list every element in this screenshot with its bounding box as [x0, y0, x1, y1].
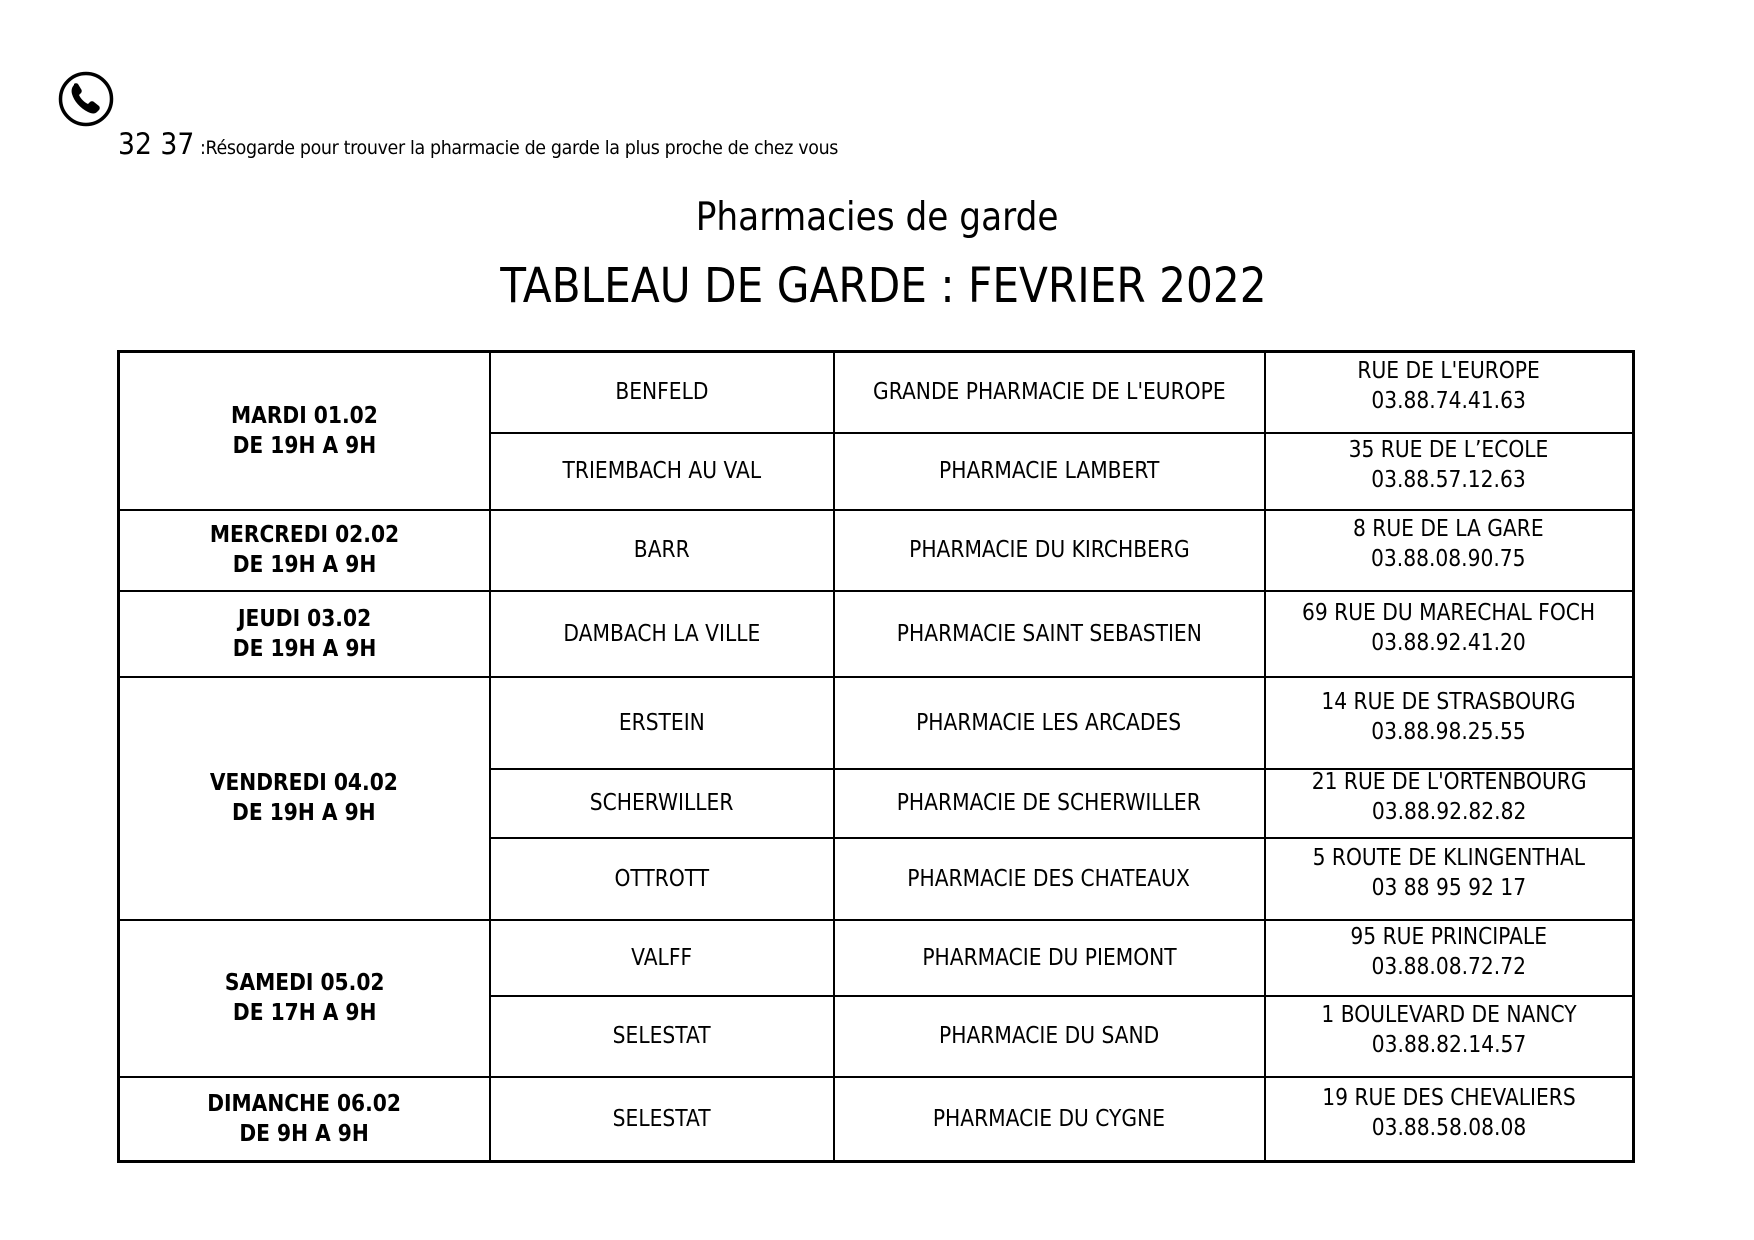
pharmacy-cell	[834, 352, 1265, 433]
page-subtitle	[0, 195, 1754, 240]
pharmacy-cell	[834, 996, 1265, 1077]
day-label: VENDREDI 04.02	[210, 770, 399, 796]
pharmacy-name: PHARMACIE DU KIRCHBERG	[908, 537, 1190, 563]
pharmacy-cell	[834, 591, 1265, 677]
pharmacy-name: PHARMACIE SAINT SEBASTIEN	[896, 620, 1202, 647]
table-row	[119, 1077, 1634, 1162]
pharmacy-cell	[834, 769, 1265, 838]
address-cell	[1265, 838, 1634, 920]
address-cell	[1265, 996, 1634, 1077]
day-cell	[119, 1077, 490, 1162]
town-label: DAMBACH LA VILLE	[563, 620, 760, 647]
address-label: 14 RUE DE STRASBOURG	[1321, 688, 1576, 715]
pharmacy-name: PHARMACIE DU SAND	[938, 1023, 1160, 1049]
phone-label: 03.88.57.12.63	[1371, 467, 1526, 493]
pharmacy-cell	[834, 433, 1265, 510]
address-label: 35 RUE DE L’ECOLE	[1348, 437, 1549, 463]
day-cell	[119, 352, 490, 510]
address-label: 69 RUE DU MARECHAL FOCH	[1302, 599, 1596, 626]
town-label: SELESTAT	[612, 1023, 711, 1049]
title-text: TABLEAU DE GARDE : FEVRIER 2022	[500, 258, 1267, 314]
address-label: 19 RUE DES CHEVALIERS	[1322, 1084, 1576, 1111]
address-cell	[1265, 510, 1634, 591]
hours-label: DE 19H A 9H	[232, 432, 377, 459]
town-label: ERSTEIN	[618, 709, 705, 736]
phone-label: 03.88.74.41.63	[1371, 388, 1526, 415]
table-row	[119, 352, 1634, 433]
info-line	[118, 127, 894, 161]
town-cell	[490, 677, 834, 769]
address-cell	[1265, 433, 1634, 510]
address-cell	[1265, 1077, 1634, 1162]
pharmacy-name: PHARMACIE LAMBERT	[938, 458, 1160, 484]
town-cell	[490, 433, 834, 510]
day-cell	[119, 920, 490, 1077]
day-label: DIMANCHE 06.02	[207, 1090, 402, 1117]
town-cell	[490, 352, 834, 433]
day-label: JEUDI 03.02	[237, 605, 371, 632]
address-label: 1 BOULEVARD DE NANCY	[1321, 1002, 1577, 1028]
address-cell	[1265, 591, 1634, 677]
town-label: BENFELD	[614, 379, 709, 406]
pharmacy-cell	[834, 920, 1265, 996]
phone-icon	[57, 71, 115, 127]
address-cell	[1265, 677, 1634, 769]
pharmacy-name: PHARMACIE DU PIEMONT	[921, 944, 1177, 971]
address-cell	[1265, 352, 1634, 433]
address-cell	[1265, 920, 1634, 996]
hours-label: DE 19H A 9H	[232, 635, 377, 662]
pharmacy-name: PHARMACIE DES CHATEAUX	[907, 865, 1191, 892]
town-cell	[490, 996, 834, 1077]
address-label: 8 RUE DE LA GARE	[1353, 516, 1545, 542]
page-title	[0, 258, 1754, 314]
info-text: :Résogarde pour trouver la pharmacie de garde la plus proche de chez vous	[200, 137, 839, 159]
address-label: RUE DE L'EUROPE	[1357, 358, 1540, 385]
town-label: VALFF	[631, 944, 692, 971]
phone-label: 03.88.82.14.57	[1371, 1032, 1526, 1058]
town-cell	[490, 769, 834, 838]
table-row	[119, 591, 1634, 677]
pharmacy-cell	[834, 677, 1265, 769]
town-cell	[490, 920, 834, 996]
phone-label: 03.88.92.41.20	[1371, 629, 1526, 656]
town-label: SCHERWILLER	[589, 790, 734, 816]
town-label: BARR	[633, 537, 690, 563]
hours-label: DE 9H A 9H	[239, 1120, 369, 1147]
pharmacy-name: PHARMACIE LES ARCADES	[916, 709, 1182, 736]
phone-label: 03.88.08.90.75	[1371, 546, 1526, 572]
phone-label: 03.88.58.08.08	[1371, 1114, 1526, 1141]
pharmacy-cell	[834, 1077, 1265, 1162]
town-cell	[490, 1077, 834, 1162]
day-cell	[119, 510, 490, 591]
town-cell	[490, 838, 834, 920]
hours-label: DE 19H A 9H	[232, 800, 377, 826]
address-cell	[1265, 769, 1634, 838]
day-label: MERCREDI 02.02	[209, 522, 399, 548]
address-label: 95 RUE PRINCIPALE	[1350, 923, 1548, 950]
day-cell	[119, 591, 490, 677]
hours-label: DE 19H A 9H	[232, 552, 377, 578]
hours-label: DE 17H A 9H	[232, 1000, 377, 1026]
pharmacy-name: GRANDE PHARMACIE DE L'EUROPE	[872, 379, 1226, 406]
table-row	[119, 510, 1634, 591]
town-label: TRIEMBACH AU VAL	[562, 458, 761, 484]
pharmacy-cell	[834, 838, 1265, 920]
day-label: SAMEDI 05.02	[224, 970, 385, 996]
table-row	[119, 920, 1634, 996]
phone-label: 03.88.92.82.82	[1371, 799, 1526, 825]
table-row	[119, 677, 1634, 769]
pharmacy-cell	[834, 510, 1265, 591]
phone-label: 03.88.98.25.55	[1371, 718, 1526, 745]
subtitle-text: Pharmacies de garde	[695, 195, 1059, 240]
pharmacy-name: PHARMACIE DU CYGNE	[932, 1105, 1166, 1132]
phone-label: 03 88 95 92 17	[1371, 874, 1526, 901]
day-label: MARDI 01.02	[230, 402, 378, 429]
town-label: SELESTAT	[612, 1105, 711, 1132]
town-label: OTTROTT	[614, 865, 709, 892]
pharmacy-name: PHARMACIE DE SCHERWILLER	[896, 790, 1202, 816]
day-cell	[119, 677, 490, 920]
phone-label: 03.88.08.72.72	[1371, 953, 1526, 980]
phone-number: 32 37	[118, 127, 195, 161]
guard-schedule-table	[117, 350, 1635, 1163]
address-label: 5 ROUTE DE KLINGENTHAL	[1312, 844, 1585, 871]
town-cell	[490, 591, 834, 677]
address-label: 21 RUE DE L'ORTENBOURG	[1311, 769, 1587, 795]
town-cell	[490, 510, 834, 591]
